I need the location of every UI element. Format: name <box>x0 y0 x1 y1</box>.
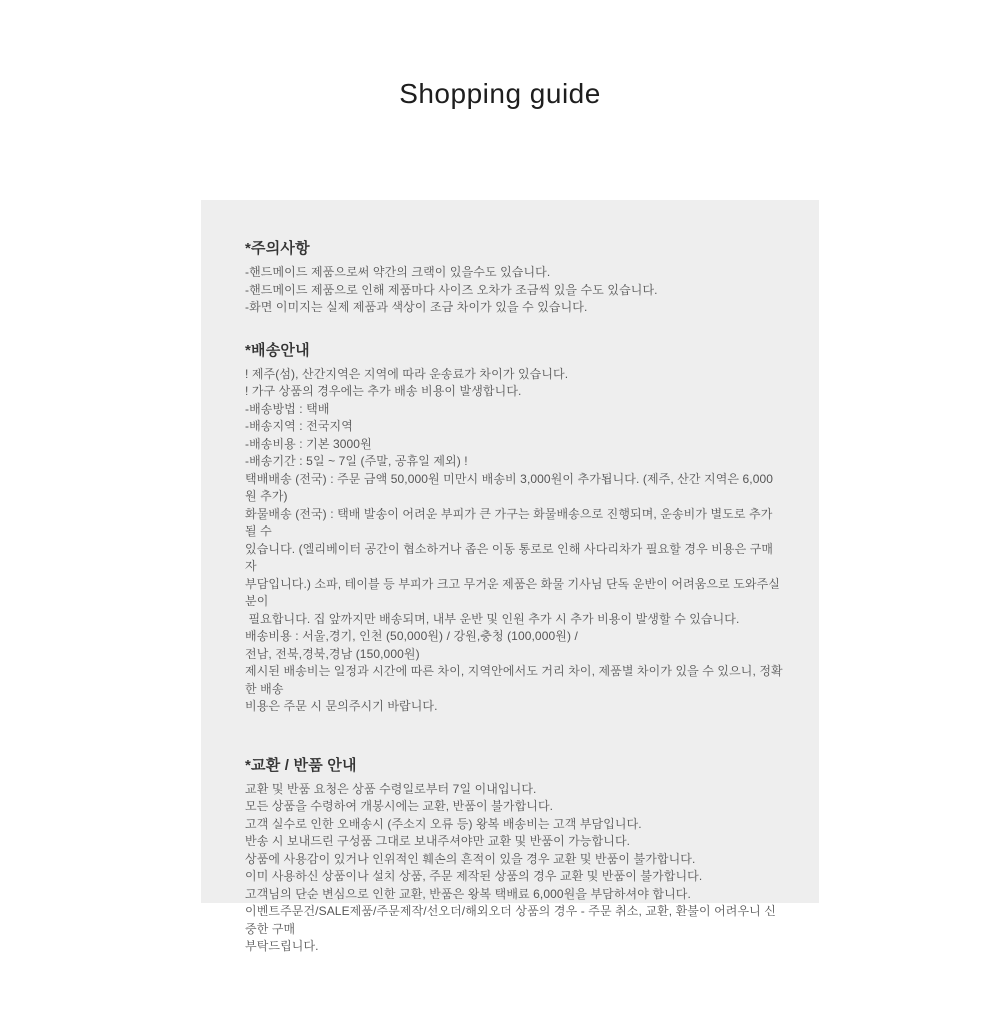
shipping-lines <box>245 366 783 716</box>
text-line: 전남, 전북,경북,경남 (150,000원) <box>245 646 420 661</box>
text-line: 교환 및 반품 요청은 상품 수령일로부터 7일 이내입니다. <box>245 781 537 796</box>
precautions-heading: *주의사항 <box>245 240 310 257</box>
text-line: 이미 사용하신 상품이나 설치 상품, 주문 제작된 상품의 경우 교환 및 반품이 불가합니다. <box>245 869 703 883</box>
text-line: 있습니다. (엘리베이터 공간이 협소하거나 좁은 이동 통로로 인해 사다리차가 필요할 경우 비용은 구매자 <box>245 541 774 573</box>
text-line: 이벤트주문건/SALE제품/주문제작/선오더/해외오더 상품의 경우 - 주문 취소, 교환, 환불이 어려우니 신중한 구매 <box>245 904 776 936</box>
text-line: 모든 상품을 수령하여 개봉시에는 교환, 반품이 불가합니다. <box>245 799 554 813</box>
text-line: 택배배송 (전국) : 주문 금액 50,000원 미만시 배송비 3,000원이 추가됩니다. (제주, 산간 지역은 6,000원 추가) <box>245 471 774 503</box>
text-line: -배송방법 : 택배 <box>245 401 330 416</box>
text-line: -핸드메이드 제품으로 인해 제품마다 사이즈 오차가 조금씩 있을 수도 있습니다. <box>245 282 658 297</box>
text-line: ! 가구 상품의 경우에는 추가 배송 비용이 발생합니다. <box>245 384 522 398</box>
text-line: 비용은 주문 시 문의주시기 바랍니다. <box>245 699 438 713</box>
text-line: 부담입니다.) 소파, 테이블 등 부피가 크고 무거운 제품은 화물 기사님 단독 운반이 어려움으로 도와주실 분이 <box>245 576 784 608</box>
section-shipping <box>245 341 783 716</box>
text-line: 부탁드립니다. <box>245 939 319 953</box>
section-precautions <box>245 239 783 317</box>
text-line: 필요합니다. 집 앞까지만 배송되며, 내부 운반 및 인원 추가 시 추가 비용이 발생할 수 있습니다. <box>245 611 740 626</box>
text-line: 제시된 배송비는 일정과 시간에 따른 차이, 지역안에서도 거리 차이, 제품별 차이가 있을 수 있으니, 정확한 배송 <box>245 664 783 696</box>
text-line: 배송비용 : 서울,경기, 인천 (50,000원) / 강원,충청 (100,000원) / <box>245 629 578 643</box>
shopping-guide-panel <box>201 200 819 953</box>
text-line: ! 제주(섬), 산간지역은 지역에 따라 운송료가 차이가 있습니다. <box>245 366 569 381</box>
text-line: -배송비용 : 기본 3000원 <box>245 436 372 451</box>
returns-heading: *교환 / 반품 안내 <box>245 756 357 774</box>
text-line: 고객님의 단순 변심으로 인한 교환, 반품은 왕복 택배료 6,000원을 부담하셔야 합니다. <box>245 886 691 901</box>
page-title: Shopping guide <box>399 77 601 109</box>
text-line: 반송 시 보내드린 구성품 그대로 보내주셔야만 교환 및 반품이 가능합니다. <box>245 834 631 848</box>
returns-lines <box>245 781 783 956</box>
text-line: -배송지역 : 전국지역 <box>245 419 353 433</box>
shipping-heading: *배송안내 <box>245 341 310 359</box>
precautions-lines <box>245 264 783 317</box>
text-line: 고객 실수로 인한 오배송시 (주소지 오류 등) 왕복 배송비는 고객 부담입니다. <box>245 816 642 831</box>
text-line: 상품에 사용감이 있거나 인위적인 훼손의 흔적이 있을 경우 교환 및 반품이 불가합니다. <box>245 851 696 866</box>
text-line: -배송기간 : 5일 ~ 7일 (주말, 공휴일 제외) ! <box>245 454 468 468</box>
text-line: -화면 이미지는 실제 제품과 색상이 조금 차이가 있을 수 있습니다. <box>245 300 588 314</box>
section-returns <box>245 756 783 956</box>
text-line: -핸드메이드 제품으로써 약간의 크랙이 있을수도 있습니다. <box>245 265 551 279</box>
text-line: 화물배송 (전국) : 택배 발송이 어려운 부피가 큰 가구는 화물배송으로 진행되며, 운송비가 별도로 추가 될 수 <box>245 506 776 538</box>
